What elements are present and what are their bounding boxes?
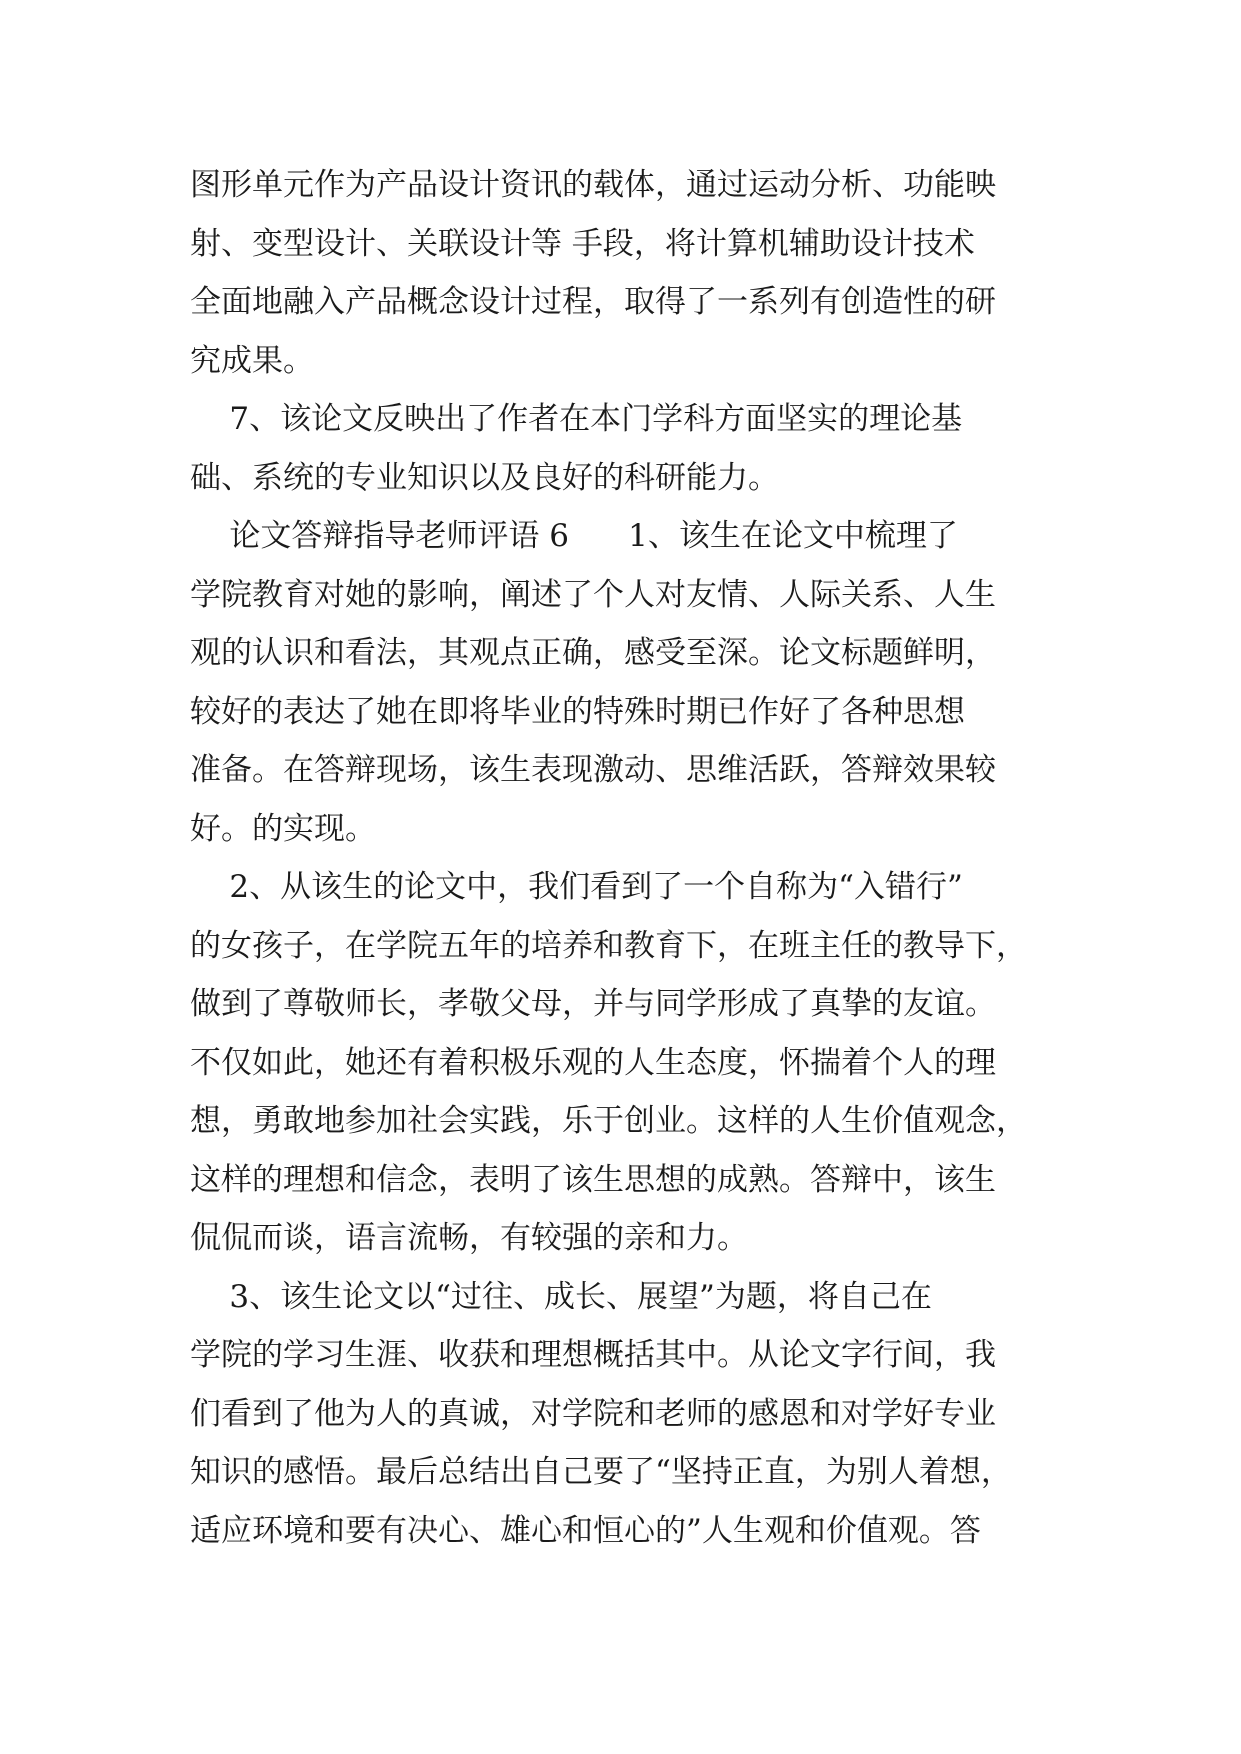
text-line: 知识的感悟。最后总结出自己要了“坚持正直，为别人着想，	[190, 1454, 1012, 1490]
text-line: 的女孩子，在学院五年的培养和教育下，在班主任的教导下，	[190, 928, 1027, 964]
text-line: 准备。在答辩现场，该生表现激动、思维活跃，答辩效果较	[190, 752, 996, 788]
text-line: 射、变型设计、关联设计等 手段，将计算机辅助设计技术	[190, 226, 975, 262]
text-line: 们看到了他为人的真诚，对学院和老师的感恩和对学好专业	[190, 1396, 996, 1432]
text-line: 3、该生论文以“过往、成长、展望”为题，将自己在	[190, 1279, 932, 1315]
text-line: 论文答辩指导老师评语 6 1、该生在论文中梳理了	[190, 518, 958, 554]
text-line: 想，勇敢地参加社会实践，乐于创业。这样的人生价值观念，	[190, 1103, 1027, 1139]
text-line: 图形单元作为产品设计资讯的载体，通过运动分析、功能映	[190, 167, 996, 203]
text-line: 础、系统的专业知识以及良好的科研能力。	[190, 460, 779, 496]
text-line: 7、该论文反映出了作者在本门学科方面坚实的理论基	[190, 401, 963, 437]
text-line: 观的认识和看法，其观点正确，感受至深。论文标题鲜明，	[190, 635, 996, 671]
text-line: 这样的理想和信念，表明了该生思想的成熟。答辩中，该生	[190, 1162, 996, 1198]
text-line: 好。的实现。	[190, 811, 376, 847]
text-line: 适应环境和要有决心、雄心和恒心的”人生观和价值观。答	[190, 1513, 981, 1549]
text-line: 究成果。	[190, 343, 314, 379]
text-line: 侃侃而谈，语言流畅，有较强的亲和力。	[190, 1220, 748, 1256]
text-line: 较好的表达了她在即将毕业的特殊时期已作好了各种思想	[190, 694, 965, 730]
text-line: 做到了尊敬师长，孝敬父母，并与同学形成了真挚的友谊。	[190, 986, 996, 1022]
text-line: 学院教育对她的影响，阐述了个人对友情、人际关系、人生	[190, 577, 996, 613]
text-line: 全面地融入产品概念设计过程，取得了一系列有创造性的研	[190, 284, 996, 320]
text-line: 学院的学习生涯、收获和理想概括其中。从论文字行间，我	[190, 1337, 996, 1373]
text-line: 2、从该生的论文中，我们看到了一个自称为“入错行”	[190, 869, 963, 905]
text-line: 不仅如此，她还有着积极乐观的人生态度，怀揣着个人的理	[190, 1045, 996, 1081]
